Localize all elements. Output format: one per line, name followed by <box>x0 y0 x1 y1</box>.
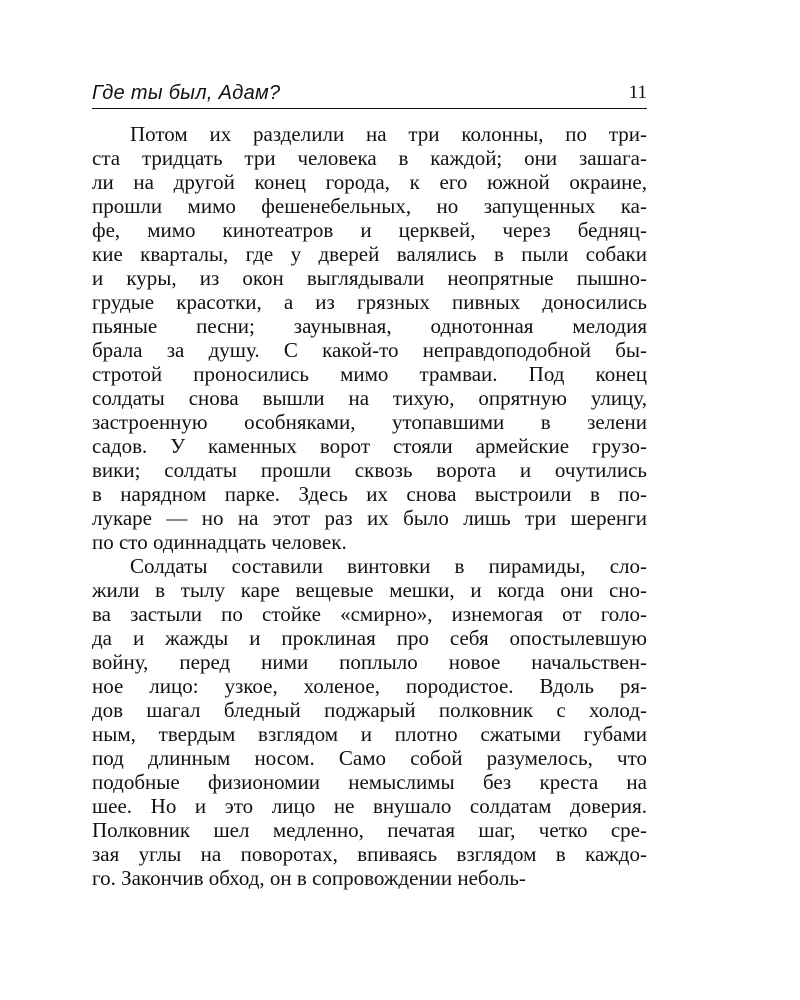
text-line: жили в тылу каре вещевые мешки, и когда они сно- <box>92 578 647 602</box>
page-number: 11 <box>628 82 647 103</box>
text-line: в нарядном парке. Здесь их снова выстроили в по- <box>92 482 647 506</box>
text-line: стротой проносились мимо трамваи. Под конец <box>92 362 647 386</box>
body-text <box>92 122 647 890</box>
text-line: ли на другой конец города, к его южной окраине, <box>92 170 647 194</box>
paragraph <box>92 554 647 890</box>
text-line: и куры, из окон выглядывали неопрятные пышно- <box>92 266 647 290</box>
text-line: ва застыли по стойке «смирно», изнемогая от голо- <box>92 602 647 626</box>
paragraph <box>92 122 647 554</box>
text-line: го. Закончив обход, он в сопровождении неболь- <box>92 866 526 890</box>
text-line: фе, мимо кинотеатров и церквей, через бедняц- <box>92 218 647 242</box>
text-line: по сто одиннадцать человек. <box>92 530 347 554</box>
text-line: вики; солдаты прошли сквозь ворота и очутились <box>92 458 647 482</box>
text-line: ным, твердым взглядом и плотно сжатыми губами <box>92 722 647 746</box>
text-line: да и жажды и проклиная про себя опостылевшую <box>92 626 647 650</box>
running-head <box>92 80 647 109</box>
text-line: кие кварталы, где у дверей валялись в пыли собаки <box>92 242 647 266</box>
text-line: ста тридцать три человека в каждой; они зашага- <box>92 146 647 170</box>
text-line: Полковник шел медленно, печатая шаг, четко сре- <box>92 818 647 842</box>
text-line: брала за душу. С какой-то неправдоподобной бы- <box>92 338 647 362</box>
text-line: подобные физиономии немыслимы без креста на <box>92 770 647 794</box>
text-line: солдаты снова вышли на тихую, опрятную улицу, <box>92 386 647 410</box>
text-line: под длинным носом. Само собой разумелось, что <box>92 746 647 770</box>
text-line: застроенную особняками, утопавшими в зелени <box>92 410 647 434</box>
text-line: войну, перед ними поплыло новое начальствен- <box>92 650 647 674</box>
text-line: шее. Но и это лицо не внушало солдатам доверия. <box>92 794 647 818</box>
text-line: Потом их разделили на три колонны, по три- <box>130 122 647 146</box>
text-line: пьяные песни; заунывная, однотонная мелодия <box>92 314 647 338</box>
text-line: прошли мимо фешенебельных, но запущенных ка- <box>92 194 647 218</box>
text-line: дов шагал бледный поджарый полковник с холод- <box>92 698 647 722</box>
text-line: ное лицо: узкое, холеное, породистое. Вдоль ря- <box>92 674 647 698</box>
text-line: лукаре — но на этот раз их было лишь три шеренги <box>92 506 647 530</box>
text-line: садов. У каменных ворот стояли армейские грузо- <box>92 434 647 458</box>
text-line: Солдаты составили винтовки в пирамиды, сло- <box>130 554 647 578</box>
text-line: зая углы на поворотах, впиваясь взглядом в каждо- <box>92 842 647 866</box>
running-title: Где ты был, Адам? <box>92 82 281 104</box>
text-line: грудые красотки, а из грязных пивных доносились <box>92 290 647 314</box>
book-page <box>92 80 647 890</box>
